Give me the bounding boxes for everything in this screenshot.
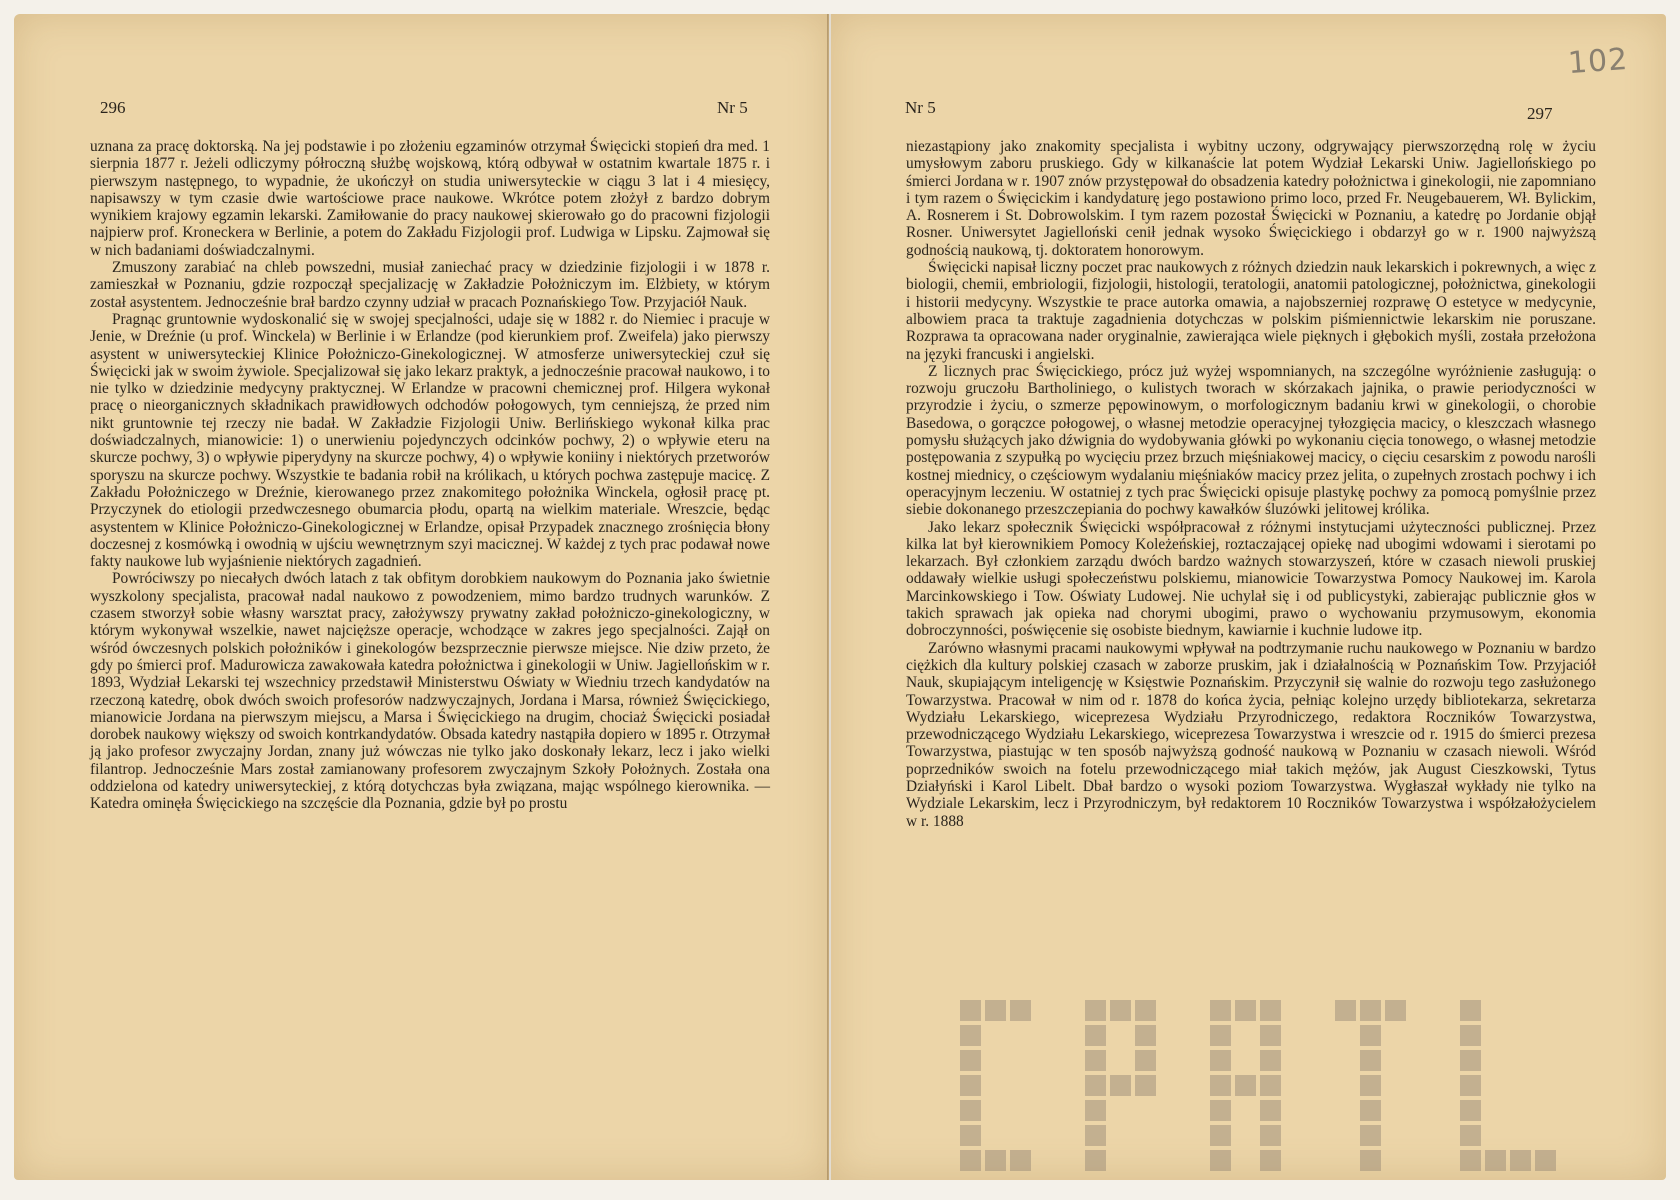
right-page xyxy=(831,14,1666,1180)
right-paragraph-1: niezastąpiony jako znakomity specjalista i wybitny uczony, odgrywający pierwszorzędną rolę w życiu umysłowym zaboru pruskiego. Gdy w kilkanaście lat potem Wydział Lekarski Uniw. Jagiellońskiego po śmierci Jordana w r. 1907 znów przystępował do obsadzenia katedry położnictwa i ginekologii, nie zapomniano i tym razem o Święcickim i kandydaturę jego postawiono primo loco, przed Fr. Neugebauerem, Wł. Bylickim, A. Rosnerem i St. Dobrowolskim. I tym razem pozostał Święcicki w Poznaniu, a katedrę po Jordanie objął Rosner. Uniwersytet Jagielloński cenił jednak wysoko Święcickiego i obdarzył go w r. 1900 najwyższą godnością naukową, tj. doktoratem honorowym. xyxy=(906,138,1596,259)
right-body-text xyxy=(906,138,1596,830)
page-number-left: 296 xyxy=(100,98,126,117)
left-paragraph-3: Pragnąc gruntownie wydoskonalić się w swojej specjalności, udaje się w 1882 r. do Niemiec i pracuje w Jenie, w Dreźnie (u prof. Winckela) w Berlinie i w Erlandze (pod kierunkiem prof. Zweifela) jako pierwszy asystent w uniwersyteckiej Klinice Położniczo-Ginekologicznej. W atmosferze uniwersyteckiej czuł się Święcicki jak w swoim żywiole. Specjalizował się jako lekarz praktyk, a jednocześnie pracował naukowo, i to nie tylko w dziedzinie medycyny praktycznej. W Erlandze w pracowni chemicznej prof. Hilgera wykonał pracę o nieorganicznych składnikach prawidłowych odchodów połogowych, tym cenniejszą, że przed nim nikt gruntownie tej rzeczy nie badał. W Zakładzie Fizjologii Uniw. Berlińskiego wykonał kilka prac doświadczalnych, mianowicie: 1) o unerwieniu pojedynczych odcinków pochwy, 2) o wpływie eteru na skurcze pochwy, 3) o wpływie piperydyny na skurcze pochwy, 4) o wpływie koniiny i niektórych przetworów sporyszu na skurcze pochwy. Wszystkie te badania robił na królikach, u których pochwa zastępuje macicę. Z Zakładu Położniczego w Dreźnie, kierowanego przez znakomitego położnika Winckela, ogłosił pracę pt. Przyczynek do etiologii przedwczesnego obumarcia płodu, opartą na wielkim materiale. Wreszcie, będąc asystentem w Klinice Położniczo-Ginekologicznej w Erlandze, opisał Przypadek znacznego zrośnięcia błony doczesnej z kosmówką i owodnią w ujściu wewnętrznym szyi macicznej. W każdej z tych prac podawał nowe fakty naukowe lub wyjaśnienie niektórych zagadnień. xyxy=(90,310,770,571)
left-paragraph-2: Zmuszony zarabiać na chleb powszedni, musiał zaniechać pracy w dziedzinie fizjologii i w 1878 r. zamieszkał w Poznaniu, gdzie rozpoczął specjalizację w Zakładzie Położniczym im. Elżbiety, w którym został asystentem. Jednocześnie brał bardzo czynny udział w pracach Poznańskiego Tow. Przyjaciół Nauk. xyxy=(90,259,770,311)
page-number-right: 297 xyxy=(1527,104,1553,123)
issue-number-left: Nr 5 xyxy=(717,98,748,117)
left-page xyxy=(14,14,829,1180)
issue-number-right: Nr 5 xyxy=(905,98,936,117)
right-paragraph-2: Święcicki napisał liczny poczet prac naukowych z różnych dziedzin nauk lekarskich i pokrewnych, a więc z biologii, chemii, embriologii, fizjologii, histologii, teratologii, anatomii patologicznej, położnictwa, ginekologii i historii medycyny. Wszystkie te prace autorka omawia, a najobszerniej rozprawę O estetyce w medycynie, albowiem praca ta traktuje zagadnienia dotychczas w polskim piśmiennictwie lekarskim nie poruszane. Rozprawa ta opracowana nader oryginalnie, zawierająca wiele pięknych i głębokich myśli, została przełożona na języki francuski i angielski. xyxy=(906,259,1596,363)
right-paragraph-3: Z licznych prac Święcickiego, prócz już wyżej wspomnianych, na szczególne wyróżnienie zasługują: o rozwoju gruczołu Bartholiniego, o kulistych tworach w skórzakach jajnika, o prawie periodyczności w przyrodzie i życiu, o szmerze pępowinowym, o morfologicznym badaniu krwi w ginekologii, o chorobie Basedowa, o gorączce połogowej, o własnej metodzie operacyjnej tyłozgięcia macicy, o kleszczach własnego pomysłu służących jako dźwignia do wydobywania główki po wykonaniu cięcia tonowego, o własnej metodzie postępowania z szypułką po wycięciu przez brzuch mięśniakowej macicy, o cięciu cesarskim z powodu narośli kostnej miednicy, o częściowym wydalaniu mięśniaków macicy przez jelita, o zupełnych zrostach pochwy i ich operacyjnym leczeniu. W ostatniej z tych prac Święcicki opisuje plastykę pochwy za pomocą pomyślnie przez siebie dokonanego przeszczepiania do pochwy kawałków śluzówki jelitowej królika. xyxy=(906,362,1596,519)
archive-pencil-mark: 102 xyxy=(1566,41,1630,82)
left-paragraph-1: uznana za pracę doktorską. Na jej podstawie i po złożeniu egzaminów otrzymał Święcicki stopień dra med. 1 sierpnia 1877 r. Jeżeli odliczymy półroczną służbę wojskową, którą odbywał w ostatnim kwartale 1875 r. i pierwszym następnego, to wypadnie, że ukończył on studia uniwersyteckie w ciągu 3 lat i 4 miesięcy, napisawszy w tym czasie dwie wartościowe prace naukowe. Wkrótce potem złożył z bardzo dobrym wynikiem krajowy egzamin lekarski. Zamiłowanie do pracy naukowej skierowało go do pracowni fizjologii najpierw prof. Kroneckera w Berlinie, a potem do Zakładu Fizjologii prof. Ludwiga w Lipsku. Zajmował się w nich badaniami doświadczalnymi. xyxy=(90,138,770,259)
right-paragraph-5: Zarówno własnymi pracami naukowymi wpływał na podtrzymanie ruchu naukowego w Poznaniu w bardzo ciężkich dla kultury polskiej czasach w zaborze pruskim, jak i działalnością w Poznańskim Tow. Przyjaciół Nauk, skupiającym inteligencję w Księstwie Poznańskim. Przyczynił się walnie do rozwoju tego zasłużonego Towarzystwa. Pracował w nim od r. 1878 do końca życia, pełniąc kolejno urzędy bibliotekarza, sekretarza Wydziału Lekarskiego, wiceprezesa Wydziału Przyrodniczego, redaktora Roczników Towarzystwa, przewodniczącego Wydziału Lekarskiego, wiceprezesa Towarzystwa i wreszcie od r. 1915 do śmierci prezesa Towarzystwa, piastując w ten sposób najwyższą godność naukową w Poznaniu w czasach niewoli. Wśród poprzedników swoich na fotelu przewodniczącego miał takich mężów, jak August Cieszkowski, Tytus Działyński i Karol Libelt. Dbał bardzo o wysoki poziom Towarzystwa. Wygłaszał wykłady nie tylko na Wydziale Lekarskim, lecz i Przyrodniczym, był redaktorem 10 Roczników Towarzystwa i współzałożycielem w r. 1888 xyxy=(906,639,1596,830)
right-paragraph-4: Jako lekarz społecznik Święcicki współpracował z różnymi instytucjami użyteczności publicznej. Przez kilka lat był kierownikiem Pomocy Koleżeńskiej, roztaczającej opiekę nad ubogimi wdowami i sierotami po lekarzach. Był członkiem zarządu dwóch bardzo ważnych stowarzyszeń, które w czasach niewoli pruskiej oddawały wielkie usługi społeczeństwu polskiemu, mianowicie Towarzystwa Pomocy Naukowej im. Karola Marcinkowskiego i Tow. Oświaty Ludowej. Nie uchylał się i od publicystyki, zabierając publicznie głos w takich sprawach jak opieka nad chorymi ubogimi, prawo o wychowaniu przymusowym, ekonomia dobroczynności, poświęcenie się osobiste biednym, kawiarnie i kuchnie ludowe itp. xyxy=(906,518,1596,640)
left-paragraph-4: Powróciwszy po niecałych dwóch latach z tak obfitym dorobkiem naukowym do Poznania jako świetnie wyszkolony specjalista, pracował nadal naukowo z powodzeniem, mimo bardzo trudnych warunków. Z czasem stworzył sobie własny warsztat pracy, założywszy prywatny zakład położniczo-ginekologiczny, w którym wykonywał wszelkie, nawet najcięższe operacje, wchodzące w zakres jego specjalności. Zajął on wśród ówczesnych polskich położników i ginekologów bezsprzecznie pierwsze miejsce. Nie dziw przeto, że gdy po śmierci prof. Madurowicza zawakowała katedra położnictwa i ginekologii w Uniw. Jagiellońskim w r. 1893, Wydział Lekarski tej wszechnicy przedstawił Ministerstwu Oświaty w Wiedniu trzech kandydatów na rzeczoną katedrę, obok dwóch swoich profesorów nadzwyczajnych, Jordana i Marsa, również Święcickiego, mianowicie Jordana na pierwszym miejscu, a Marsa i Święcickiego na drugim, chociaż Święcicki posiadał dorobek naukowy większy od swoich kontrkandydatów. Obsada katedry nastąpiła dopiero w 1895 r. Otrzymał ją jako profesor zwyczajny Jordan, znany już wówczas nie tylko jako doskonały lekarz, lecz i jako wielki filantrop. Jednocześnie Mars został zamianowany profesorem zwyczajnym Szkoły Położnych. Została ona oddzielona od katedry uniwersyteckiej, z którą dotychczas była związana, mając wspólnego kierownika. — Katedra ominęła Święcickiego na szczęście dla Poznania, gdzie był po prostu xyxy=(90,570,770,813)
left-body-text xyxy=(90,138,770,813)
